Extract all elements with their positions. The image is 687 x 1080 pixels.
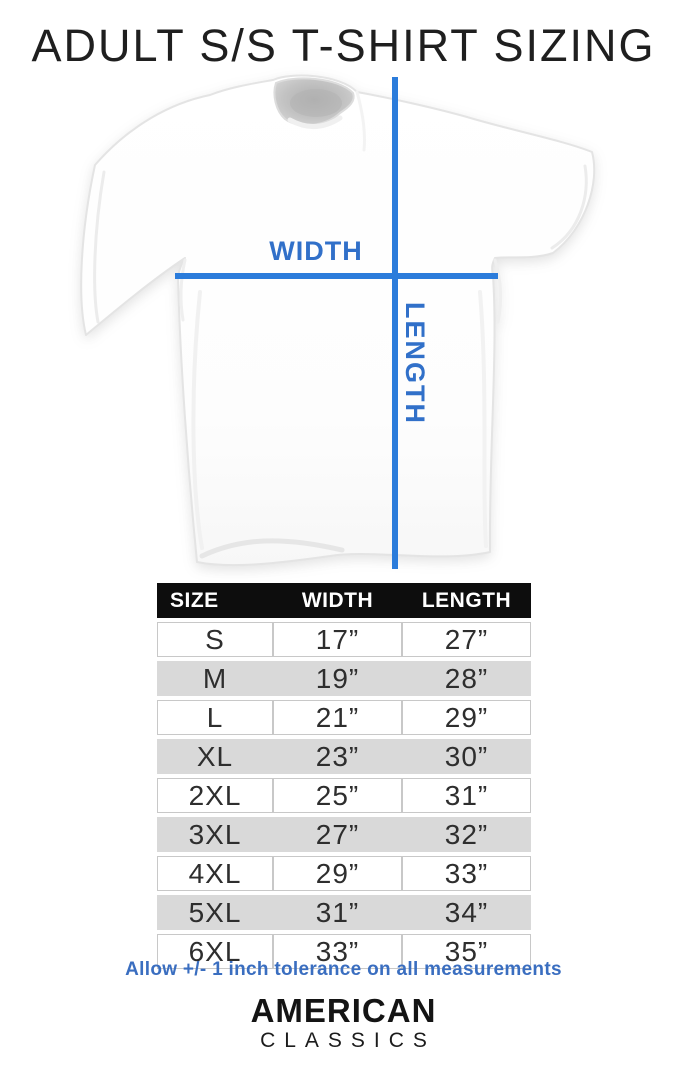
width-label: WIDTH: [269, 236, 363, 266]
size-table-header: [157, 583, 531, 618]
column-header-width: WIDTH: [273, 583, 402, 618]
table-cell: 32”: [402, 817, 531, 852]
page-title: ADULT S/S T-SHIRT SIZING: [31, 20, 656, 71]
table-cell: L: [157, 700, 273, 735]
width-measure-line: [175, 273, 498, 279]
length-measure-line: [392, 77, 398, 569]
table-row: [157, 661, 531, 696]
tshirt-illustration: [40, 70, 640, 575]
column-header-length: LENGTH: [402, 583, 531, 618]
table-cell: 33”: [402, 856, 531, 891]
size-table-body: [157, 622, 531, 969]
table-cell: XL: [157, 739, 273, 774]
table-cell: M: [157, 661, 273, 696]
size-table: [157, 579, 531, 973]
tolerance-note: Allow +/- 1 inch tolerance on all measurements: [125, 959, 562, 980]
table-cell: 23”: [273, 739, 402, 774]
table-cell: 3XL: [157, 817, 273, 852]
header-row: [157, 583, 531, 618]
table-row: [157, 778, 531, 813]
brand-name-top: AMERICAN: [250, 992, 437, 1029]
table-cell: 31”: [273, 895, 402, 930]
tshirt-body: [81, 76, 594, 566]
tshirt-collar-shadow: [290, 89, 342, 117]
table-cell: 4XL: [157, 856, 273, 891]
table-cell: 21”: [273, 700, 402, 735]
table-cell: 35”: [402, 934, 531, 969]
table-cell: 31”: [402, 778, 531, 813]
table-cell: 5XL: [157, 895, 273, 930]
table-cell: 28”: [402, 661, 531, 696]
length-label: LENGTH: [400, 302, 430, 425]
table-cell: 27”: [273, 817, 402, 852]
table-cell: 30”: [402, 739, 531, 774]
table-cell: 34”: [402, 895, 531, 930]
table-cell: 33”: [273, 934, 402, 969]
brand-logo: [0, 994, 687, 1051]
table-cell: 2XL: [157, 778, 273, 813]
table-row: [157, 700, 531, 735]
table-cell: 29”: [402, 700, 531, 735]
table-cell: S: [157, 622, 273, 657]
table-cell: 17”: [273, 622, 402, 657]
table-cell: 27”: [402, 622, 531, 657]
table-row: [157, 739, 531, 774]
table-row: [157, 856, 531, 891]
brand-name-bottom: CLASSICS: [260, 1029, 436, 1052]
table-row: [157, 622, 531, 657]
table-cell: 25”: [273, 778, 402, 813]
column-header-size: SIZE: [157, 583, 273, 618]
table-cell: 6XL: [157, 934, 273, 969]
table-row: [157, 817, 531, 852]
table-cell: 19”: [273, 661, 402, 696]
tshirt-graphic: [40, 70, 640, 575]
table-row: [157, 895, 531, 930]
table-cell: 29”: [273, 856, 402, 891]
